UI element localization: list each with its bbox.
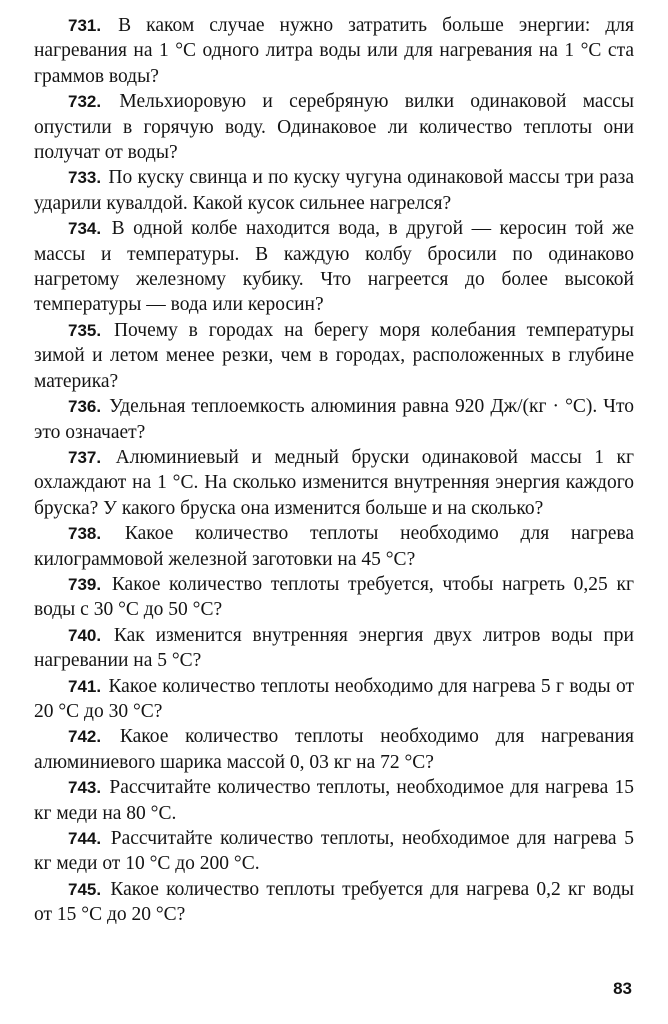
problem-732 (34, 89, 634, 165)
problem-number: 735. (68, 320, 102, 340)
problem-number: 742. (68, 727, 102, 747)
problem-number: 734. (68, 219, 102, 239)
problem-text: Почему в городах на берегу моря колебания температуры зимой и летом менее резки, чем в городах, расположенных в глубине материка? (34, 319, 635, 392)
problem-number: 738. (68, 524, 102, 544)
problem-739 (34, 572, 634, 623)
problem-number: 731. (68, 16, 102, 35)
problem-number: 744. (68, 829, 102, 848)
problem-text: Мельхиоровую и серебряную вилки одинаковой массы опустили в горячую воду. Одинаковое ли количество теплоты они получат от воды? (34, 91, 634, 164)
problem-text: Как изменится внутренняя энергия двух литров воды при нагревании на 5 °С? (34, 624, 634, 672)
problem-text: Алюминиевый и медный бруски одинаковой массы 1 кг охлаждают на 1 °С. На сколько изменится внутренняя энергия каждого бруска? У какого бруска она изменится больше и на сколько? (34, 446, 635, 519)
problem-text: Какое количество теплоты необходимо для нагрева 5 г воды от 20 °С до 30 °С? (34, 675, 635, 722)
problem-number: 741. (68, 676, 102, 696)
problem-text: Какое количество теплоты требуется для нагрева 0,2 кг воды от 15 °С до 20 °С? (34, 878, 634, 926)
problem-number: 732. (68, 92, 102, 112)
problem-741 (34, 674, 634, 725)
problem-number: 743. (68, 778, 102, 798)
problem-text: Удельная теплоемкость алюминия равна 920 Дж/(кг · °С). Что это означает? (34, 396, 634, 443)
problem-740 (34, 623, 634, 674)
problem-744 (34, 826, 634, 877)
problem-731 (34, 13, 634, 89)
problem-743 (34, 775, 634, 826)
page-content (34, 13, 634, 928)
problem-number: 737. (68, 447, 102, 467)
problem-742 (34, 724, 634, 775)
problem-number: 739. (68, 574, 102, 594)
problem-text: Какое количество теплоты требуется, чтобы нагреть 0,25 кг воды с 30 °С до 50 °С? (34, 573, 634, 621)
problem-text: По куску свинца и по куску чугуна одинаковой массы три раза ударили кувалдой. Какой кусок сильнее нагрелся? (34, 167, 635, 214)
problem-736 (34, 394, 634, 445)
page-number: 83 (613, 979, 632, 998)
problem-number: 736. (68, 397, 102, 417)
problem-text: Какое количество теплоты необходимо для нагревания алюминиевого шарика массой 0, 03 кг на 72 °С? (34, 726, 634, 773)
problem-text: Рассчитайте количество теплоты, необходимое для нагрева 15 кг меди на 80 °С. (34, 777, 635, 824)
problem-text: Рассчитайте количество теплоты, необходимое для нагрева 5 кг меди от 10 °С до 200 °С. (34, 828, 635, 875)
problem-738 (34, 521, 634, 572)
problem-number: 745. (68, 879, 102, 899)
problem-734 (34, 216, 634, 318)
problem-text: Какое количество теплоты необходимо для нагрева килограммовой железной заготовки на 45 °С? (34, 523, 635, 570)
problem-745 (34, 877, 634, 928)
problem-number: 740. (68, 625, 102, 645)
problem-text: В одной колбе находится вода, в другой — керосин той же массы и температуры. В каждую колбу бросили по одинаково нагретому железному кубику. Что нагреется до более высокой температуры — вода или керосин? (34, 218, 635, 316)
problem-number: 733. (68, 168, 102, 188)
problem-735 (34, 318, 634, 394)
problem-733 (34, 165, 634, 216)
problem-text: В каком случае нужно затратить больше энергии: для нагревания на 1 °С одного литра воды или для нагревания на 1 °С ста граммов воды? (34, 15, 634, 87)
problem-737 (34, 445, 634, 521)
